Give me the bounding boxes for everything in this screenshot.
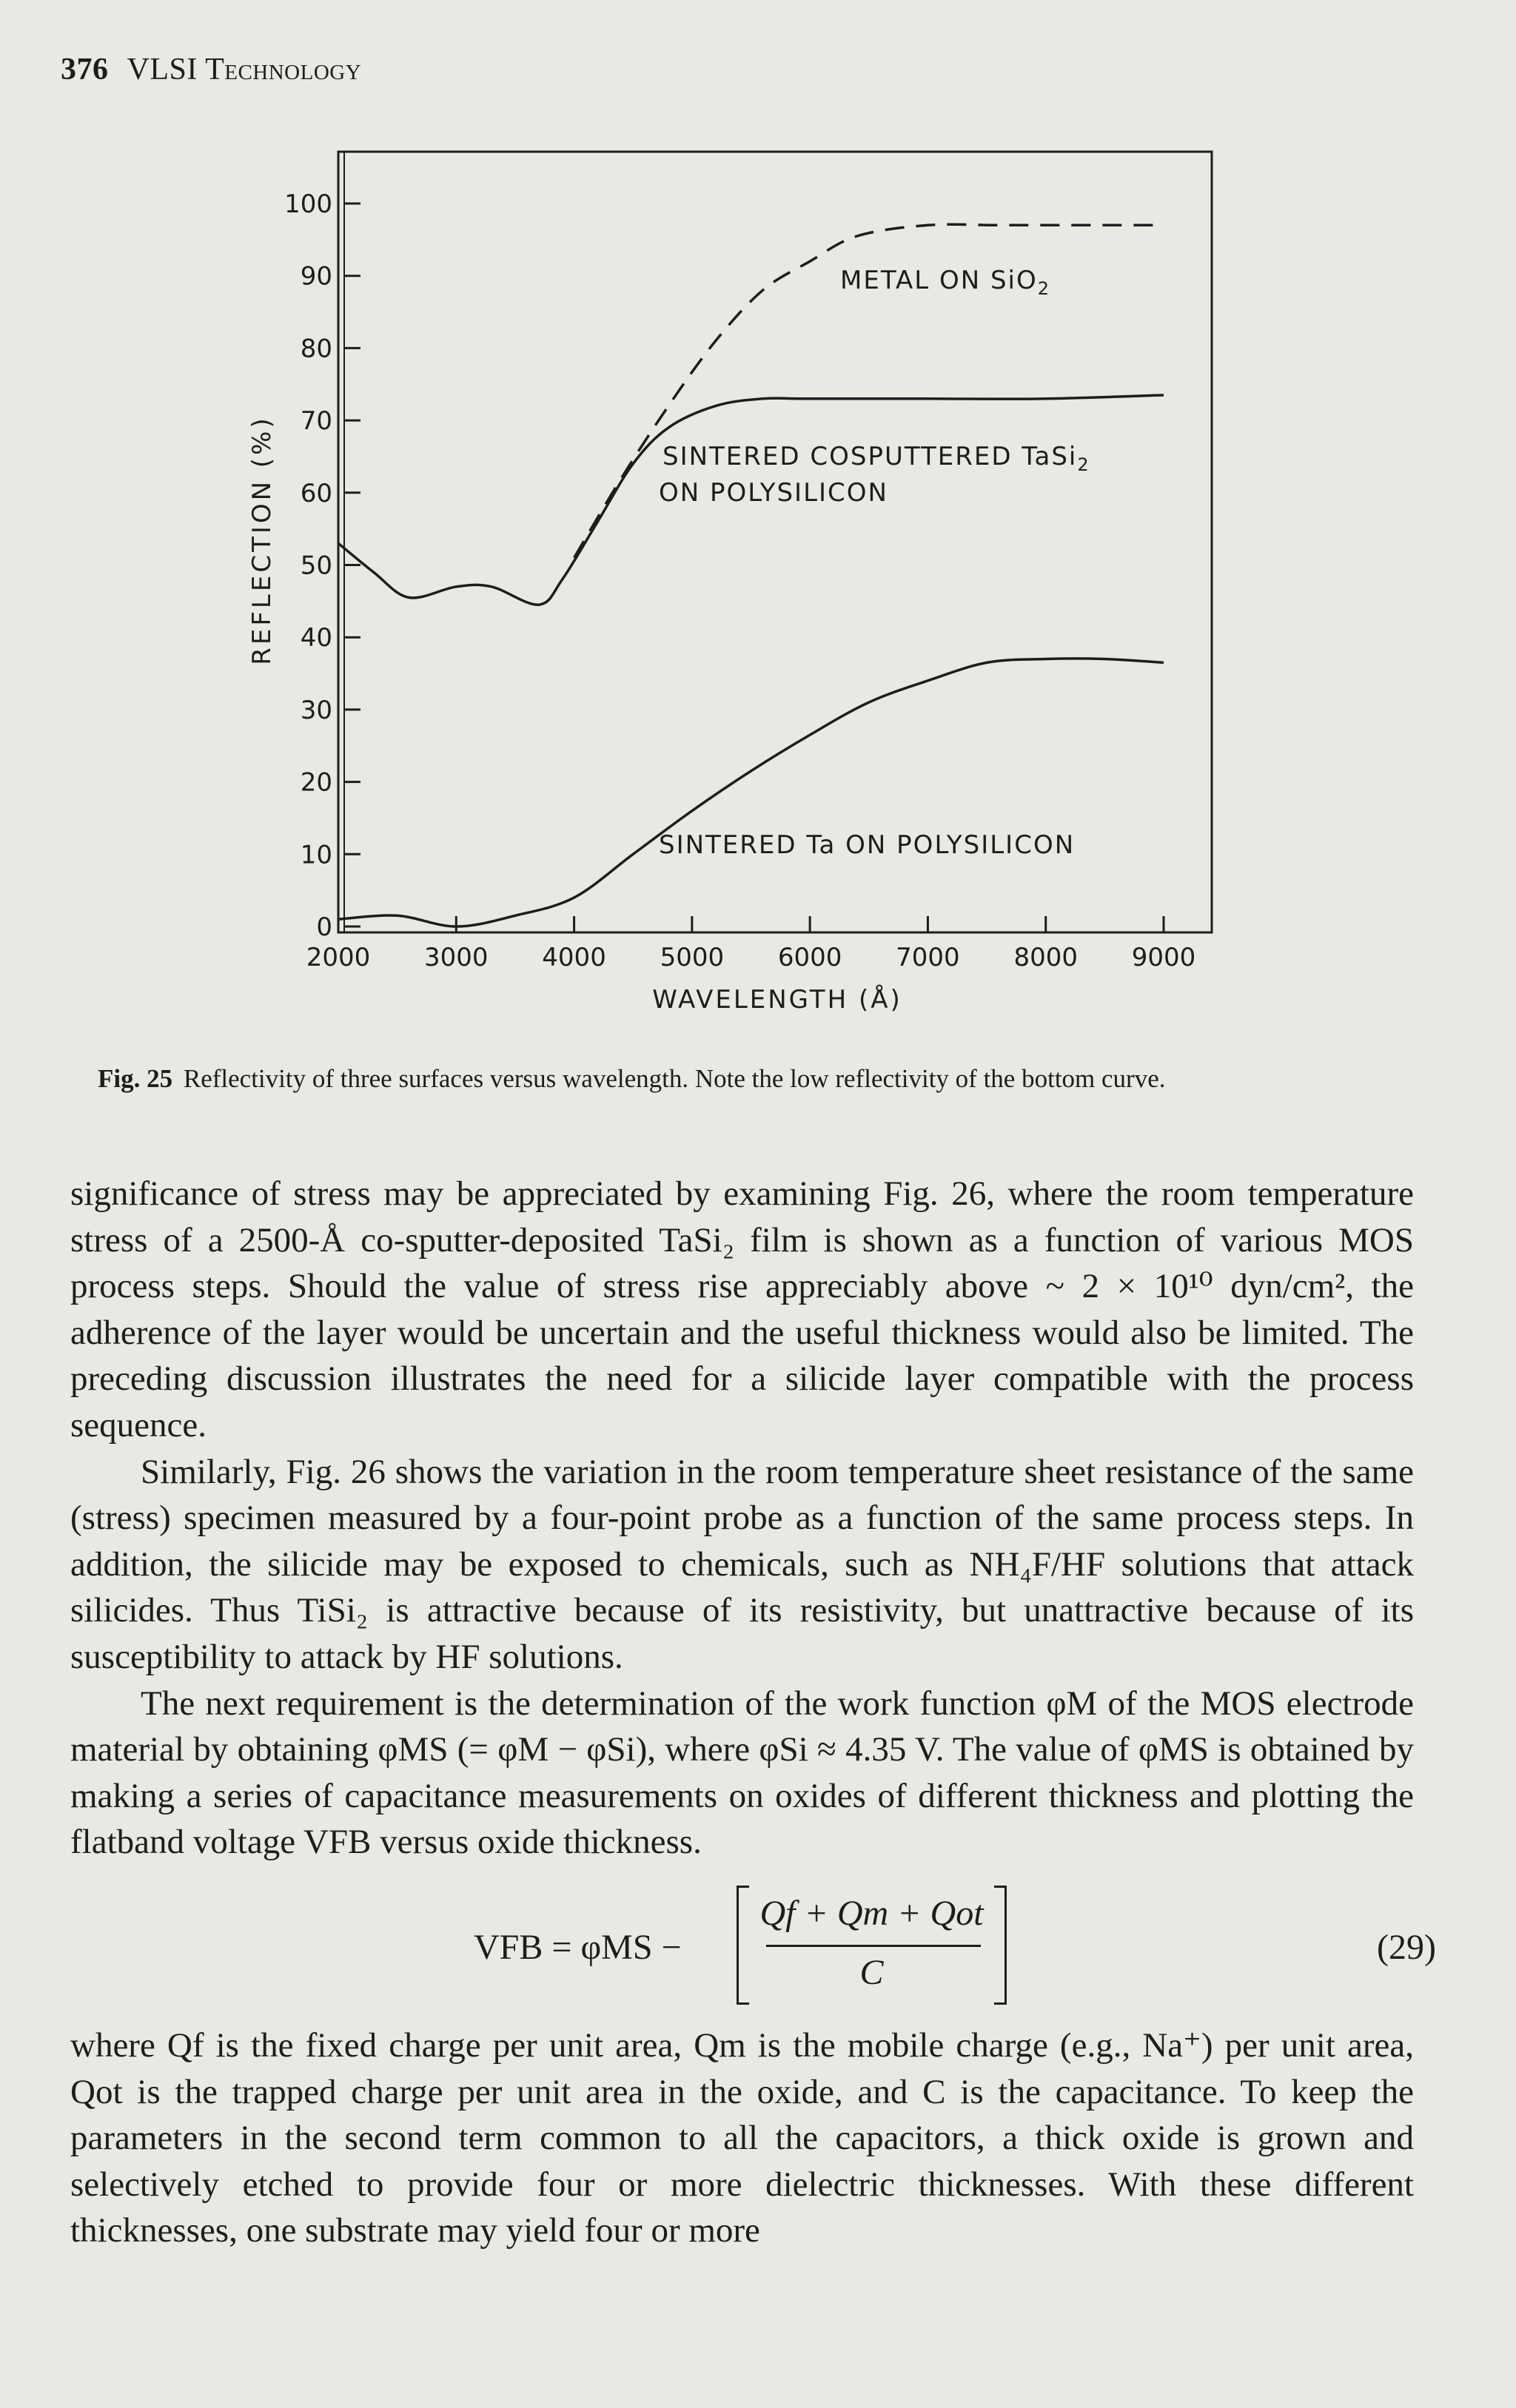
x-axis-label: WAVELENGTH (Å) [652,985,902,1015]
book-title: VLSI Technology [127,53,362,87]
x-tick-label: 7000 [896,943,960,972]
paragraph-4: where Qf is the fixed charge per unit area, Qm is the mobile charge (e.g., Na⁺) per unit area, Qot is the trapped charge per unit area in the oxide, and C is the capacitance. To keep the parameters in the second term common to all the capacitors, a thick oxide is grown and selectively etched to provide four or more dielectric thicknesses. With these different thicknesses, one substrate may yield four or more [70,2026,1414,2250]
y-axis-label: REFLECTION (%) [247,415,277,665]
right-bracket [994,1886,1007,2005]
annotation-metal-on-sio2: METAL ON SiO$_2$ [840,266,1051,299]
paragraph-2: Similarly, Fig. 26 shows the variation in the room temperature sheet resistance of the same (stress) specimen measured by a four-point probe as a function of the same process steps. In addition, the silicide may be exposed to chemicals, such as NH₄F/HF solutions that attack silicides. Thus TiSi₂ is attractive because of its resistivity, but unattractive because of its susceptibility to attack by HF solutions. [70,1452,1414,1676]
x-tick-label: 5000 [660,943,725,972]
paragraph-1: significance of stress may be appreciated by examining Fig. 26, where the room temperature stress of a 2500-Å co-sputter-deposited TaSi₂ film is shown as a function of various MOS process steps. Should the value of stress rise appreciably above ~ 2 × 10¹⁰ dyn/cm², the adherence of the layer would be uncertain and the useful thickness would also be limited. The preceding discussion illustrates the need for a silicide layer compatible with the process sequence. [70,1174,1414,1445]
y-tick-label: 0 [316,912,332,942]
equation-number: (29) [1377,1928,1436,1967]
y-tick-label: 30 [300,695,332,725]
y-tick-label: 10 [300,840,332,870]
figure-caption-text: Reflectivity of three surfaces versus wavelength. Note the low reflectivity of the bottom curve. [183,1064,1166,1093]
y-tick-label: 90 [300,261,332,292]
x-tick-label: 9000 [1131,943,1196,972]
annotation-tasi2-line2: ON POLYSILICON [659,478,888,508]
x-tick-label: 3000 [424,943,489,972]
equation-fraction [737,1886,1007,2004]
annotation-tasi2-line1: SINTERED COSPUTTERED TaSi$_2$ [663,442,1090,475]
equation-29 [474,1886,1436,2004]
plot-frame [338,152,1212,932]
chart-axes [338,152,1212,932]
y-tick-label: 60 [300,478,332,508]
page-number: 376 [61,53,109,87]
equation-denominator: C [859,1953,884,1992]
y-tick-label: 100 [284,189,332,219]
y-tick-label: 80 [300,334,332,364]
y-tick-label: 50 [300,551,332,581]
x-tick-label: 2000 [306,943,371,972]
figure-label: Fig. 25 [98,1064,173,1093]
chart-series [338,224,1164,926]
body-text [70,1171,1414,1866]
equation-numerator: Qf + Qm + Qot [759,1894,984,1933]
x-tick-label: 8000 [1013,943,1078,972]
y-tick-label: 20 [300,767,332,798]
x-tick-label: 4000 [542,943,606,972]
reflectivity-chart [237,137,1258,1040]
fraction-bar [766,1945,981,1947]
paragraph-3: The next requirement is the determination of the work function φM of the MOS electrode material by obtaining φMS (= φM − φSi), where φSi ≈ 4.35 V. The value of φMS is obtained by making a series of capacitance measurements on oxides of different thickness and plotting the flatband voltage VFB versus oxide thickness. [70,1684,1414,1862]
equation-lhs: VFB = φMS − [474,1928,682,1967]
figure-caption [98,1064,1430,1094]
series-sintered-ta [338,659,1164,926]
x-tick-label: 6000 [777,943,842,972]
running-head [61,52,361,87]
annotation-ta-on-polysilicon: SINTERED Ta ON POLYSILICON [659,830,1076,860]
body-text-continued [70,2022,1414,2254]
y-tick-label: 70 [300,406,332,437]
left-bracket [737,1886,749,2005]
y-tick-label: 40 [300,623,332,653]
